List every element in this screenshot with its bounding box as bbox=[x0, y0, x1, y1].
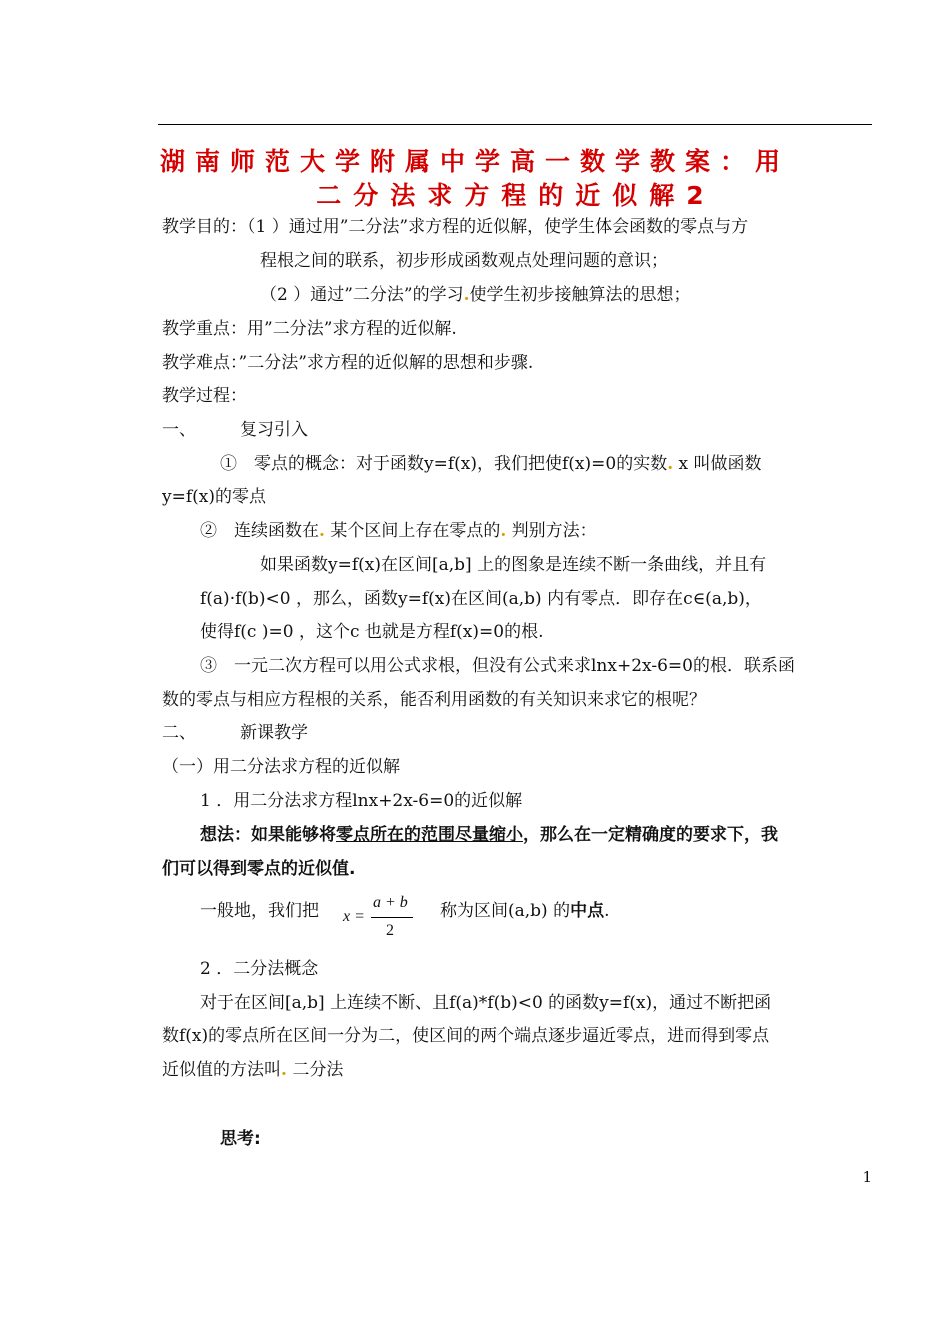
objectives-row3 bbox=[260, 284, 691, 306]
objective-1b: 程根之间的联系，初步形成函数观点处理问题的意识； bbox=[260, 251, 668, 271]
header-rule bbox=[158, 124, 872, 125]
idea-lead: 想法：如果能够将 bbox=[200, 825, 336, 845]
section2-title: 新课教学 bbox=[240, 723, 308, 743]
review-p3b: f(a)·f(b)<0 ，那么，函数y=f(x)在区间(a,b) 内有零点．即存在c∈(a,b)， bbox=[200, 589, 762, 609]
review-p4a: ③ 一元二次方程可以用公式求根，但没有公式来求lnx+2x-6=0的根．联系函 bbox=[200, 656, 795, 676]
think-label: 思考: bbox=[220, 1129, 261, 1149]
review-p2b: 某个区间上存在零点的 bbox=[330, 521, 501, 541]
section2-num: 二、 bbox=[162, 723, 196, 743]
idea-underlined: 零点所在的范围尽量缩小 bbox=[336, 825, 523, 845]
idea-rest: ，那么在一定精确度的要求下，我 bbox=[523, 825, 778, 845]
formula-denominator: 2 bbox=[386, 922, 394, 939]
idea-line2: 们可以得到零点的近似值. bbox=[162, 859, 356, 879]
concept-line2: 数f(x)的零点所在区间一分为二，使区间的两个端点逐步逼近零点，进而得到零点 bbox=[162, 1026, 770, 1046]
item-2: 2 ．二分法概念 bbox=[200, 959, 319, 979]
doc-title-line1: 湖南师范大学附属中学高一数学教案：用 bbox=[160, 147, 791, 176]
concept-line1: 对于在区间[a,b] 上连续不断、且f(a)*f(b)<0 的函数y=f(x)，通过不断把函 bbox=[200, 993, 772, 1013]
review-p4b: 数的零点与相应方程根的关系，能否利用函数的有关知识来求它的根呢？ bbox=[162, 690, 706, 710]
review-p1a: ① 零点的概念：对于函数y=f(x)，我们把使f(x)=0的实数 bbox=[220, 454, 668, 474]
midpoint-bold: 中点 bbox=[570, 901, 605, 921]
midpoint-before: 一般地，我们把 bbox=[200, 901, 319, 921]
key-point: 教学重点：用”二分法”求方程的近似解. bbox=[162, 319, 457, 339]
review-p2c: 判别方法： bbox=[511, 521, 597, 541]
section1-num: 一、 bbox=[162, 420, 196, 440]
difficulty: 教学难点：”二分法”求方程的近似解的思想和步骤. bbox=[162, 353, 534, 373]
review-p2a: ② 连续函数在 bbox=[200, 521, 319, 541]
midpoint-after-text: 称为区间(a,b) 的 bbox=[440, 901, 571, 921]
objective-2b: 使学生初步接触算法的思想； bbox=[469, 285, 691, 305]
midpoint-formula bbox=[343, 896, 433, 946]
review-p1c: y=f(x)的零点 bbox=[162, 487, 266, 507]
concept-l3a: 近似值的方法叫 bbox=[162, 1060, 281, 1080]
section1-title: 复习引入 bbox=[240, 420, 308, 440]
review-p3a: 如果函数y=f(x)在区间[a,b] 上的图象是连续不断一条曲线，并且有 bbox=[260, 555, 767, 575]
objective-1a: （1 ）通过用”二分法”求方程的近似解，使学生体会函数的零点与方 bbox=[247, 217, 749, 237]
process-label: 教学过程： bbox=[162, 386, 247, 406]
review-p3c: 使得f(c )=0 ，这个c 也就是方程f(x)=0的根. bbox=[200, 622, 544, 642]
review-p1 bbox=[220, 453, 762, 475]
midpoint-end: . bbox=[604, 901, 610, 921]
objectives-label: 教学目的： bbox=[162, 217, 247, 237]
page-number: 1 bbox=[862, 1168, 872, 1186]
review-p1b: x 叫做函数 bbox=[678, 454, 762, 474]
concept-line3 bbox=[162, 1059, 343, 1081]
formula-numerator: a + b bbox=[373, 894, 408, 911]
concept-l3b: 二分法 bbox=[292, 1060, 344, 1080]
marker-dot: . bbox=[667, 454, 674, 474]
marker-dot: . bbox=[281, 1060, 287, 1080]
doc-title-line2: 二分法求方程的近似解2 bbox=[316, 181, 716, 210]
marker-dot: . bbox=[319, 521, 325, 541]
marker-dot: . bbox=[463, 285, 470, 305]
item-1: 1 ．用二分法求方程lnx+2x-6=0的近似解 bbox=[200, 791, 523, 811]
objectives-row1 bbox=[162, 216, 748, 238]
subsection-1: （一）用二分法求方程的近似解 bbox=[162, 757, 400, 777]
fraction-bar bbox=[371, 917, 413, 918]
review-p2 bbox=[200, 520, 597, 542]
formula-lhs: x = bbox=[343, 908, 365, 925]
idea-line1 bbox=[200, 824, 778, 846]
marker-dot: . bbox=[500, 521, 507, 541]
midpoint-after bbox=[440, 900, 610, 922]
objective-2a: （2 ）通过”二分法”的学习 bbox=[260, 285, 464, 305]
